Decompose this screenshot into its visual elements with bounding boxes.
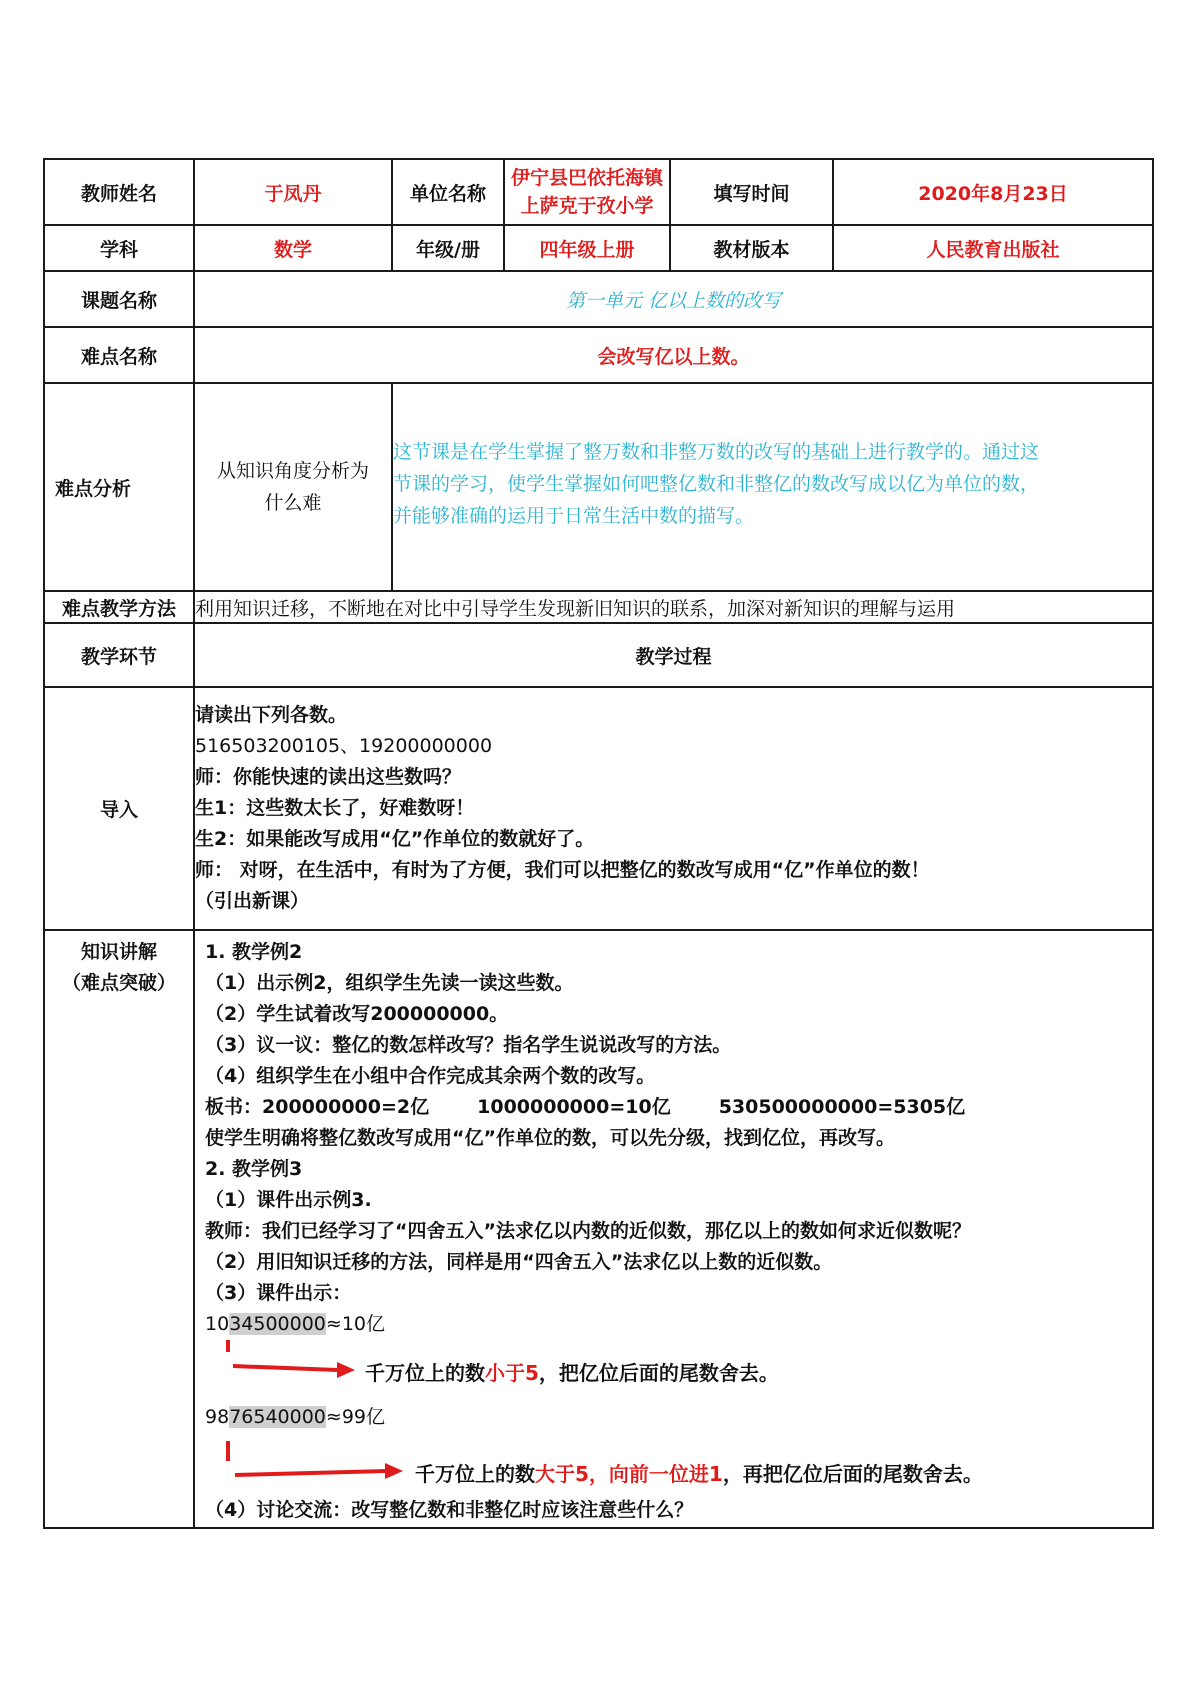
board-line xyxy=(205,1092,1142,1123)
intro-label: 导入 xyxy=(44,687,194,930)
note1-part-b: 小于5 xyxy=(485,1361,539,1385)
teacher-label: 教师姓名 xyxy=(44,159,194,225)
intro-line: 516503200105、19200000000 xyxy=(195,735,493,757)
note2-part-a: 千万位上的数 xyxy=(415,1462,535,1486)
ex3-title: 2. 教学例3 xyxy=(205,1158,303,1180)
analysis-answer-line3: 并能够准确的运用于日常生活中数的描写。 xyxy=(393,505,755,527)
method-row xyxy=(44,591,1153,623)
difficulty-value: 会改写亿以上数。 xyxy=(194,327,1153,383)
approx-example-1 xyxy=(205,1309,1142,1340)
lesson-plan-table xyxy=(43,158,1154,1529)
red-arrow-icon xyxy=(225,1433,425,1495)
num1-result: ≈10亿 xyxy=(325,1313,386,1335)
subject-label: 学科 xyxy=(44,225,194,271)
header-row-2 xyxy=(44,225,1153,271)
intro-line: 生2：如果能改写成用“亿”作单位的数就好了。 xyxy=(195,828,595,850)
board-eq1: 板书：200000000=2亿 xyxy=(205,1096,430,1118)
intro-row xyxy=(44,687,1153,930)
ex3-teacher: 教师：我们已经学习了“四舍五入”法求亿以内数的近似数，那亿以上的数如何求近似数呢？ xyxy=(205,1220,971,1242)
note1-part-a: 千万位上的数 xyxy=(365,1361,485,1385)
teacher-value: 于凤丹 xyxy=(194,159,392,225)
note2-part-c: ，再把亿位后面的尾数舍去。 xyxy=(722,1462,983,1486)
analysis-question-line1: 从知识角度分析为 xyxy=(216,460,369,482)
ex3-step4: （4）讨论交流：改写整亿数和非整亿时应该注意些什么？ xyxy=(205,1499,694,1521)
ex3-step2: （2）用旧知识迁移的方法，同样是用“四舍五入”法求亿以上数的近似数。 xyxy=(205,1251,833,1273)
approx-example-2 xyxy=(205,1402,1142,1433)
approx-note-2-text xyxy=(415,1459,983,1490)
approx-note-2 xyxy=(205,1433,1142,1495)
analysis-answer-line2: 节课的学习，使学生掌握如何吧整亿数和非整亿的数改写成以亿为单位的数， xyxy=(393,473,1040,495)
edition-value: 人民教育出版社 xyxy=(833,225,1153,271)
intro-line: （引出新课） xyxy=(195,890,310,912)
unit-label: 单位名称 xyxy=(392,159,504,225)
grade-label: 年级/册 xyxy=(392,225,504,271)
red-arrow-icon xyxy=(225,1340,365,1402)
ex2-summary: 使学生明确将整亿数改写成用“亿”作单位的数，可以先分级，找到亿位，再改写。 xyxy=(205,1127,895,1149)
knowledge-row xyxy=(44,930,1153,1528)
topic-value: 第一单元 亿以上数的改写 xyxy=(194,271,1153,327)
knowledge-body xyxy=(194,930,1153,1528)
num2-prefix: 98 xyxy=(205,1406,230,1428)
unit-value-line2: 上萨克于孜小学 xyxy=(520,195,654,217)
knowledge-label-line2: （难点突破） xyxy=(61,972,176,994)
intro-line: 生1：这些数太长了，好难数呀！ xyxy=(195,797,475,819)
board-eq3: 530500000000=5305亿 xyxy=(718,1096,966,1118)
intro-line: 师： 对呀，在生活中，有时为了方便，我们可以把整亿的数改写成用“亿”作单位的数！ xyxy=(195,859,930,881)
ex3-step1: （1）课件出示例3. xyxy=(205,1189,372,1211)
topic-row xyxy=(44,271,1153,327)
intro-line: 请读出下列各数。 xyxy=(195,704,348,726)
analysis-row xyxy=(44,383,1153,591)
unit-value-line1: 伊宁县巴依托海镇 xyxy=(511,167,664,189)
num1-prefix: 10 xyxy=(205,1313,230,1335)
edition-label: 教材版本 xyxy=(670,225,833,271)
topic-label: 课题名称 xyxy=(44,271,194,327)
knowledge-label xyxy=(44,930,194,1528)
analysis-label: 难点分析 xyxy=(44,383,194,591)
ex3-step3: （3）课件出示： xyxy=(205,1282,352,1304)
analysis-question xyxy=(194,383,392,591)
date-label: 填写时间 xyxy=(670,159,833,225)
analysis-question-line2: 什么难 xyxy=(264,492,322,514)
num2-tail-highlight: 76540000 xyxy=(229,1406,326,1428)
date-value: 2020年8月23日 xyxy=(833,159,1153,225)
section-value: 教学过程 xyxy=(194,623,1153,687)
ex2-step2: （2）学生试着改写200000000。 xyxy=(205,1003,509,1025)
num2-result: ≈99亿 xyxy=(325,1406,386,1428)
grade-value: 四年级上册 xyxy=(504,225,670,271)
approx-note-1 xyxy=(205,1340,1142,1402)
note2-part-b: 大于5，向前一位进1 xyxy=(535,1462,723,1486)
approx-note-1-text xyxy=(365,1358,779,1389)
ex2-step1: （1）出示例2，组织学生先读一读这些数。 xyxy=(205,972,574,994)
ex2-title: 1. 教学例2 xyxy=(205,941,303,963)
method-label: 难点教学方法 xyxy=(44,591,194,623)
note1-part-c: ，把亿位后面的尾数舍去。 xyxy=(538,1361,779,1385)
analysis-answer-line1: 这节课是在学生掌握了整万数和非整万数的改写的基础上进行教学的。通过这 xyxy=(393,441,1040,463)
section-label: 教学环节 xyxy=(44,623,194,687)
difficulty-label: 难点名称 xyxy=(44,327,194,383)
board-eq2: 1000000000=10亿 xyxy=(477,1096,671,1118)
ex2-step3: （3）议一议：整亿的数怎样改写？指名学生说说改写的方法。 xyxy=(205,1034,732,1056)
section-header-row xyxy=(44,623,1153,687)
ex2-step4: （4）组织学生在小组中合作完成其余两个数的改写。 xyxy=(205,1065,656,1087)
num1-tail-highlight: 34500000 xyxy=(229,1313,326,1335)
difficulty-row xyxy=(44,327,1153,383)
header-row-1 xyxy=(44,159,1153,225)
subject-value: 数学 xyxy=(194,225,392,271)
intro-line: 师：你能快速的读出这些数吗？ xyxy=(195,766,462,788)
method-value: 利用知识迁移，不断地在对比中引导学生发现新旧知识的联系，加深对新知识的理解与运用 xyxy=(194,591,1153,623)
unit-value xyxy=(504,159,670,225)
analysis-answer xyxy=(392,383,1153,591)
knowledge-label-line1: 知识讲解 xyxy=(80,941,157,963)
intro-body xyxy=(194,687,1153,930)
